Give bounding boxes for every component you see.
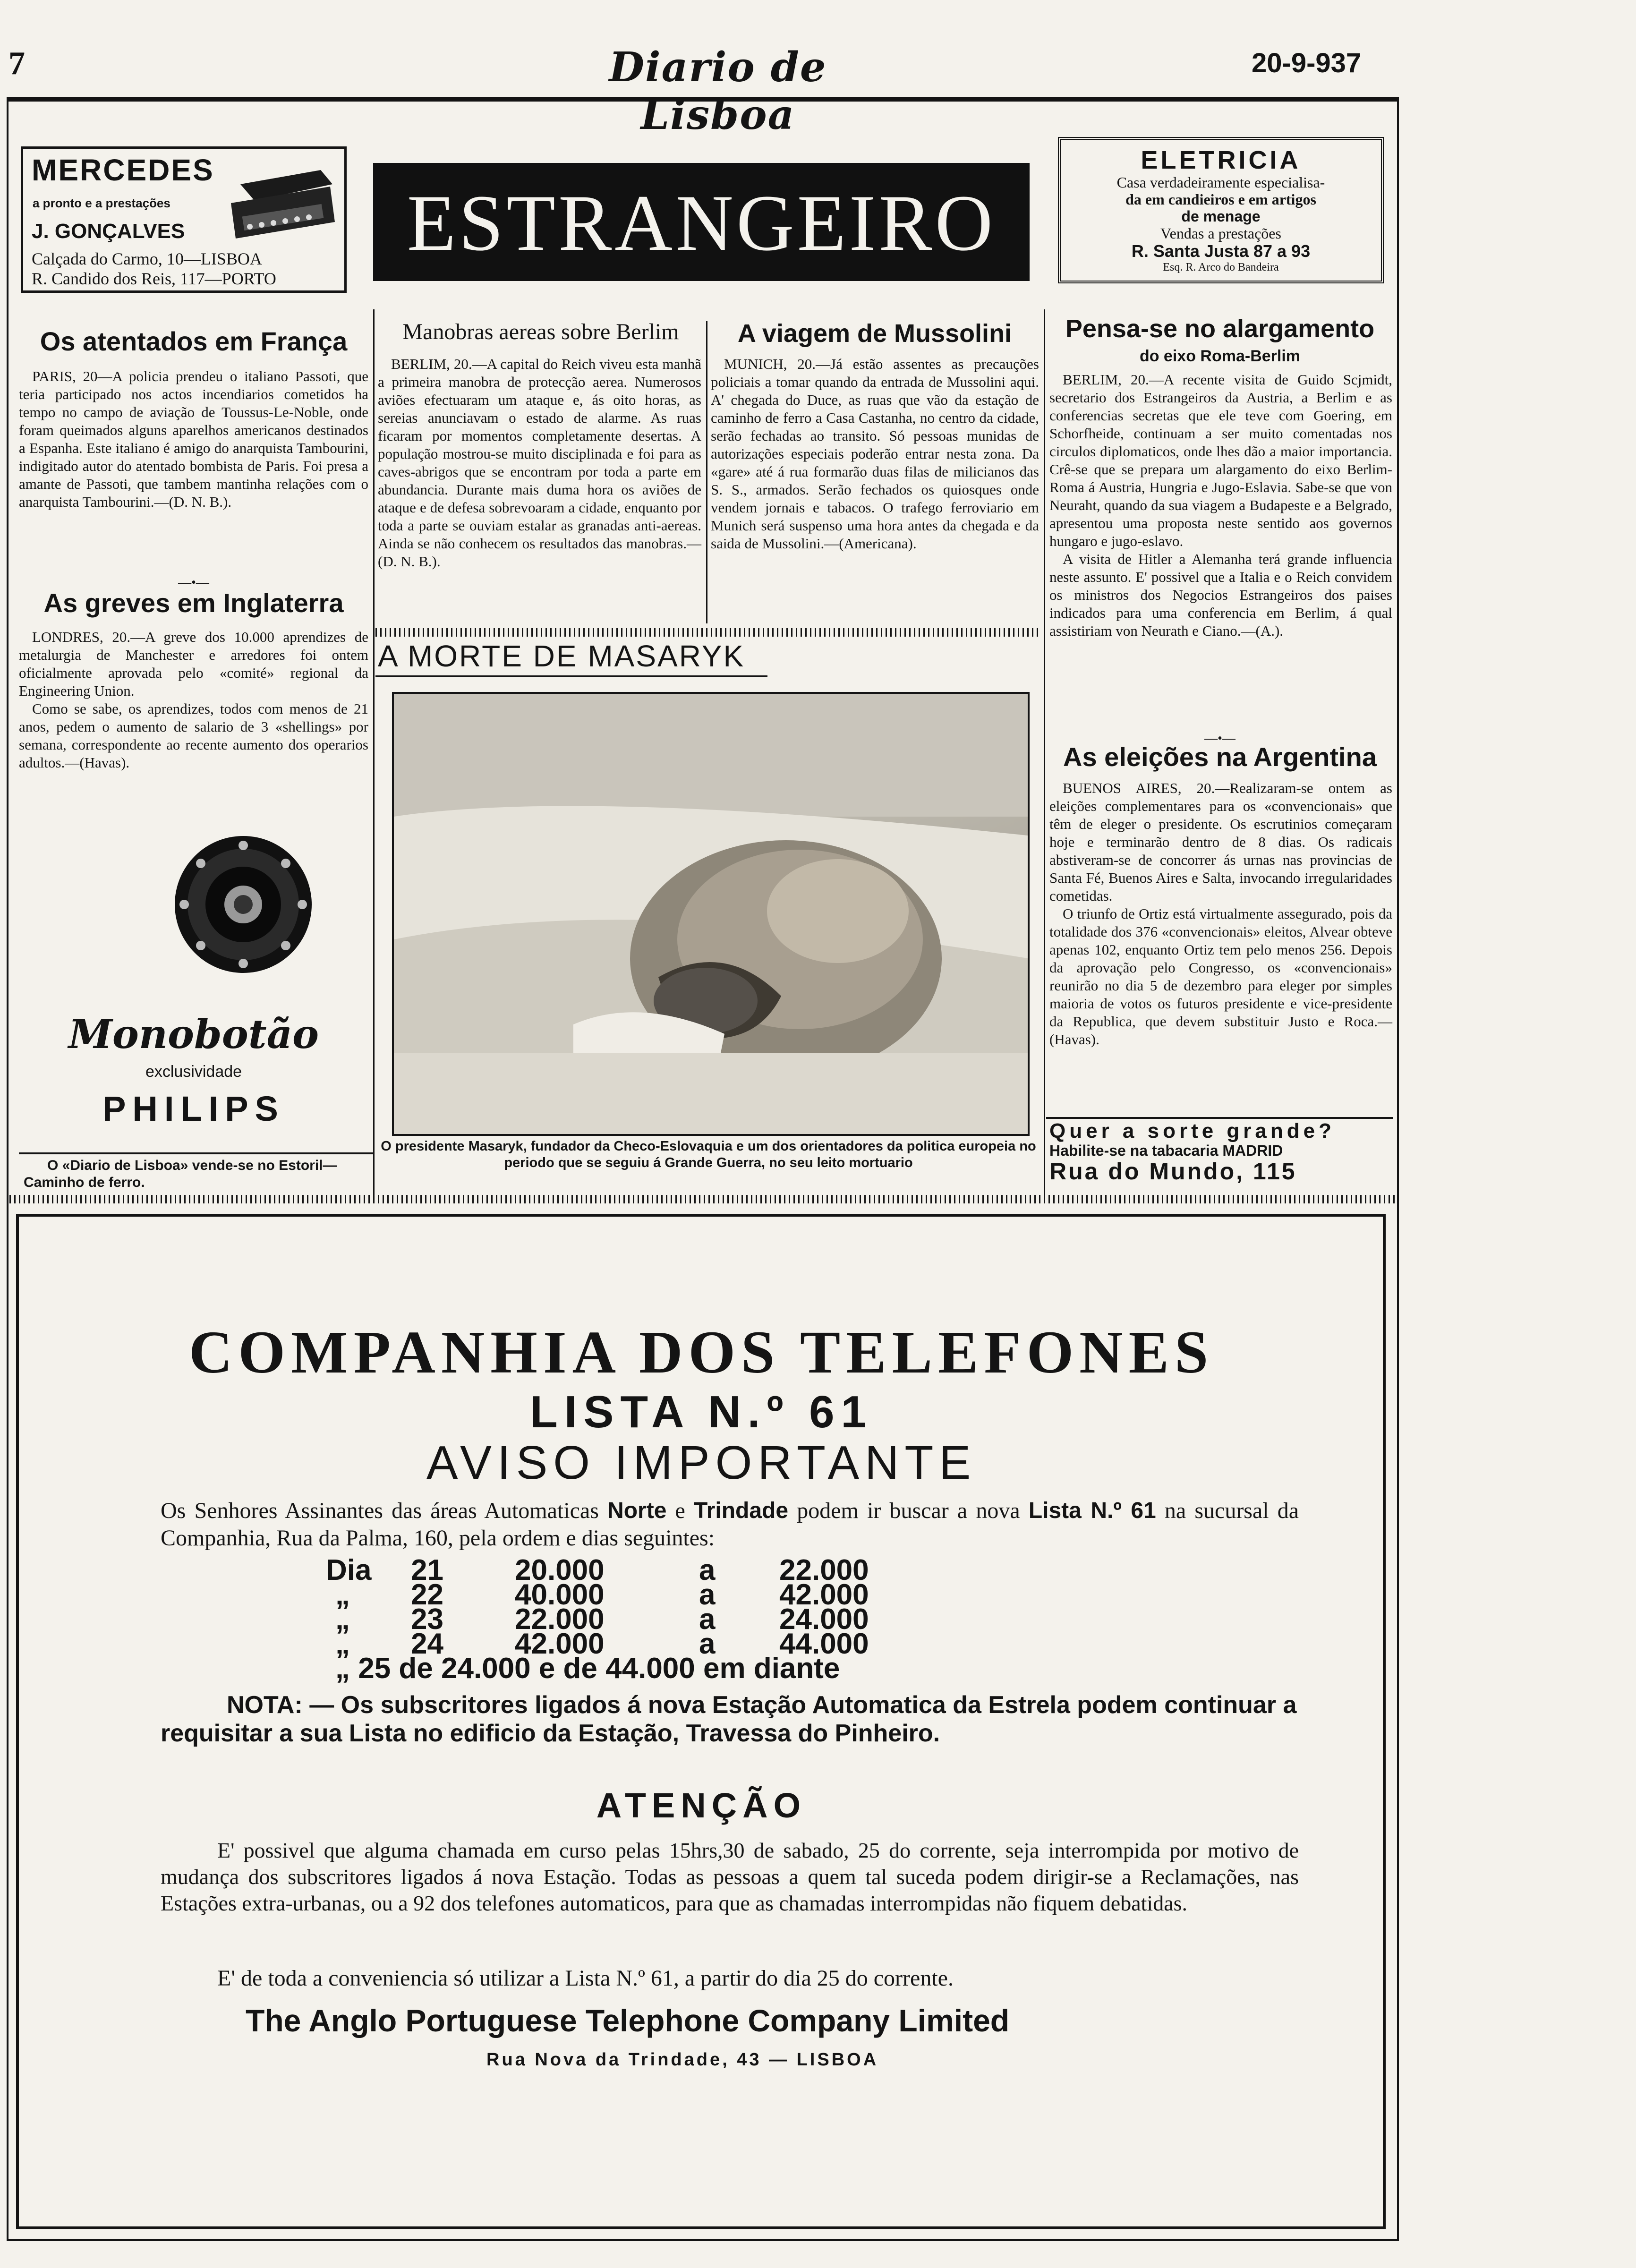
schedule-to: 44.000 [779, 1628, 869, 1660]
ad-madrid-line3: Rua do Mundo, 115 [1049, 1158, 1297, 1185]
ad-philips [19, 827, 368, 1143]
article-argentina-paragraph-2: O triunfo de Ortiz está virtualmente assegurado, pois da totalidade dos 376 «convencionais» eleitos, Alvear obteve apenas 102, enquanto Ortiz tem pelo menos 256. Depois da aprovação pelo Congresso, os «convencionais» reunirão no dia 5 de dezembro para eleger por simples maioria de votos os futuros presidente e vice-presidente da Republica, que devem substituir Justo e Roca.—(Havas). [1049, 905, 1392, 1048]
schedule-day-label: „ [335, 1578, 350, 1611]
ad-madrid-line2: Habilite-se na tabacaria MADRID [1049, 1142, 1283, 1159]
headline-mussolini: A viagem de Mussolini [737, 319, 1012, 348]
telefones-atencao-text: E' possivel que alguma chamada em curso pelas 15hrs,30 de sabado, 25 do corrente, seja interrompida por motivo de mudança dos subscritores ligados á nova Estação. Todas as pessoas a quem tal suceda podem dirigir-se a Reclamações, nas Estações extra-urbanas, ou a 92 dos telefones automaticos, para que as chamadas interrompidas não fiquem debatidas. [161, 1838, 1299, 1915]
telefones-schedule [326, 1554, 1223, 1685]
hatched-divider [9, 1195, 1396, 1203]
schedule-from: 40.000 [515, 1578, 605, 1611]
subheadline-roma-berlim: do eixo Roma-Berlim [1139, 347, 1301, 365]
ad-eletricia-line2: da em candieiros e em artigos [1125, 191, 1316, 208]
ad-madrid [1049, 1120, 1392, 1186]
column-rule [1044, 309, 1045, 1202]
telefones-signature: The Anglo Portuguese Telephone Company Limited [246, 2003, 1010, 2038]
article-roma-berlim-paragraph-2: A visita de Hitler a Alemanha terá grande influencia neste assunto. E' possivel que a Italia e o Reich convidem os ministros dos Negocios Estrangeiros dos paises indicados para uma conferencia em Berlim, á qual assistiriam von Neurath e Ciano.—(A.). [1049, 551, 1392, 639]
telefones-nota-label: NOTA: [227, 1691, 303, 1719]
telefones-area-norte: Norte [607, 1498, 667, 1523]
typewriter-illustration [222, 156, 340, 246]
page-number: 7 [9, 45, 25, 82]
article-inglaterra-text [19, 628, 368, 772]
issue-date: 20-9-937 [1252, 48, 1362, 78]
article-mussolini-paragraph: MUNICH, 20.—Já estão assentes as precauções policiais a tomar quando da entrada de Mussolini aqui. A' chegada do Duce, as ruas que vão da estação de caminho de ferro a Casa Castanha, no centro da cidade, serão fechadas ao transito. Só pessoas munidas de autorizações especiais poderão entrar nesta zona. Da «gare» até á rua formarão duas filas de milicianos das S. S., armados. Serão fechados os quiosques onde vendem jornais e tabacos. O trafego ferroviario em Munich será suspenso uma hora antes da chegada e da saida de Mussolini.—(Americana). [711, 356, 1039, 552]
separator: —•— [1204, 731, 1236, 746]
schedule-to: 42.000 [779, 1578, 869, 1611]
article-roma-berlim-paragraph-1: BERLIM, 20.—A recente visita de Guido Scjmidt, secretario dos Estrangeiros da Austria, a Berlim e as conferencias secretas que ele teve com Goering, em Schorfheide, continuam a ser muito comentadas nos circulos diplomaticos, onde lhes dão a maior importancia. Crê-se que se prepara um alargamento do eixo Berlim-Roma á Austria, Hungria e Jugo-Eslavia. Sabe-se que von Neuraht, quando da sua viagem a Budapeste e a Belgrado, apresentou uma proposta neste sentido aos governos hungaro e jugo-eslavo. [1049, 371, 1392, 549]
divider [375, 675, 767, 677]
schedule-sep: a [699, 1628, 716, 1660]
column-rule [706, 321, 707, 623]
article-argentina-paragraph-1: BUENOS AIRES, 20.—Realizaram-se ontem as eleições complementares para os «convencionais» que têm de eleger o presidente. Os escrutinios começaram hoje e terminarão dentro de 8 dias. Os radicais abstiveram-se de concorrer ás urnas nas provincias de Santa Fé, Buenos Aires e Salta, invocando irregularidades cometidas. [1049, 780, 1392, 904]
article-franca-text [19, 367, 368, 511]
headline-inglaterra: As greves em Inglaterra [43, 588, 344, 618]
divider [1046, 1117, 1393, 1119]
ad-mercedes [21, 146, 347, 293]
article-mussolini-text [711, 355, 1039, 553]
schedule-day: 21 [411, 1554, 443, 1586]
schedule-to: 24.000 [779, 1603, 869, 1636]
ad-eletricia-line1: Casa verdadeiramente especialisa- [1116, 174, 1325, 191]
schedule-day: 23 [411, 1603, 443, 1636]
portrait-image [394, 694, 1028, 1134]
ad-mercedes-address-1: Calçada do Carmo, 10—LISBOA [32, 249, 262, 268]
telefones-intro [161, 1497, 1299, 1552]
ad-madrid-line1: Quer a sorte grande? [1049, 1119, 1336, 1143]
section-banner [373, 163, 1030, 281]
telefones-intro-part: Os Senhores Assinantes das áreas Automaticas [161, 1498, 599, 1523]
notice-estoril: O «Diario de Lisboa» vende-se no Estoril—Caminho de ferro. [24, 1158, 337, 1190]
telefones-list-title: LISTA N.º 61 [530, 1387, 873, 1437]
article-roma-berlim-text [1049, 371, 1392, 640]
divider [19, 1152, 373, 1154]
ad-eletricia-line3: de menage [1181, 208, 1261, 225]
ad-mercedes-dealer: J. GONÇALVES [32, 220, 185, 243]
telefones-intro-part: e [675, 1498, 685, 1523]
newspaper-title: Diario de Lisboa [609, 43, 827, 139]
schedule-row [326, 1578, 1223, 1611]
article-inglaterra-paragraph-1: LONDRES, 20.—A greve dos 10.000 aprendizes de metalurgia de Manchester e arredores foi ontem oficialmente aprovada pelo «comité» regional da Engineering Union. [19, 629, 368, 699]
schedule-sep: a [699, 1578, 716, 1611]
ad-mercedes-address-2: R. Candido dos Reis, 117—PORTO [32, 269, 276, 288]
ad-philips-brand: PHILIPS [102, 1089, 285, 1128]
ad-eletricia-line6: Esq. R. Arco do Bandeira [1163, 261, 1279, 273]
telefones-company: COMPANHIA DOS TELEFONES [188, 1319, 1214, 1386]
ad-philips-product: Monobotão [68, 1011, 319, 1057]
ad-mercedes-brand: MERCEDES [32, 153, 214, 187]
article-argentina-text [1049, 779, 1392, 1049]
column-rule [373, 309, 375, 1202]
ad-mercedes-terms: a pronto e a prestações [33, 196, 170, 210]
masaryk-photo [392, 692, 1030, 1136]
telefones-nota [161, 1691, 1299, 1748]
telefones-area-trindade: Trindade [694, 1498, 789, 1523]
schedule-day-label: „ [335, 1628, 350, 1660]
schedule-row [326, 1554, 1223, 1586]
article-berlim-text [378, 355, 701, 571]
schedule-day-label: „ [335, 1603, 350, 1636]
headline-berlim: Manobras aereas sobre Berlim [402, 319, 679, 344]
masaryk-caption: O presidente Masaryk, fundador da Checo-Eslovaquia e um dos orientadores da politica europeia no periodo que se seguiu á Grande Guerra, no seu leito mortuario [381, 1139, 1036, 1170]
article-franca-paragraph: PARIS, 20—A policia prendeu o italiano Passoti, que teria participado nos actos incendiarios cometidos ha tempo no campo de aviação de Toussus-Le-Noble, onde foram queimados alguns aparelhos americanos destinados a Espanha. Este italiano é amigo do anarquista Tambourini, indigitado autor do atentado bombista de Paris. Foi presa a amante de Passoti, que tambem mantinha relações com o anarquista Tambourini.—(D. N. B.). [19, 368, 368, 510]
telefones-notice: AVISO IMPORTANTE [426, 1436, 977, 1489]
schedule-day-label: Dia [326, 1554, 372, 1586]
separator: —•— [178, 575, 209, 590]
schedule-day: 24 [411, 1628, 443, 1660]
ad-eletricia-line5: R. Santa Justa 87 a 93 [1131, 241, 1311, 261]
ad-eletricia [1058, 137, 1384, 283]
telefones-nota-text: — Os subscritores ligados á nova Estação Automatica da Estrela podem continuar a requisitar a sua Lista no edificio da Estação, Travessa do Pinheiro. [161, 1691, 1297, 1747]
headline-franca: Os atentados em França [40, 326, 348, 356]
telefones-intro-part: podem ir buscar a nova [797, 1498, 1020, 1523]
radio-knob-illustration [165, 827, 321, 982]
section-banner-label: ESTRANGEIRO [407, 179, 996, 267]
ad-philips-subtitle: exclusividade [145, 1063, 242, 1081]
ad-eletricia-title: ELETRICIA [1141, 146, 1301, 174]
schedule-from: 42.000 [515, 1628, 605, 1660]
telefones-conveniencia: E' de toda a conveniencia só utilizar a Lista N.º 61, a partir do dia 25 do corrente. [217, 1966, 954, 1991]
telefones-address: Rua Nova da Trindade, 43 — LISBOA [486, 2050, 879, 2070]
article-inglaterra-paragraph-2: Como se sabe, os aprendizes, todos com menos de 21 anos, pedem o aumento de salario de 3 «shellings» por semana, correspondente ao recente aumento dos operarios adultos.—(Havas). [19, 700, 368, 771]
schedule-day: 22 [411, 1578, 443, 1611]
schedule-row-last: „ 25 de 24.000 e de 44.000 em diante [335, 1652, 840, 1685]
schedule-from: 22.000 [515, 1603, 605, 1636]
schedule-row [326, 1603, 1223, 1636]
telefones-atencao: ATENÇÃO [596, 1786, 807, 1825]
headline-argentina: As eleições na Argentina [1063, 742, 1377, 772]
telefones-intro-lista: Lista N.º 61 [1028, 1498, 1156, 1523]
schedule-sep: a [699, 1603, 716, 1636]
headline-roma-berlim: Pensa-se no alargamento [1065, 315, 1375, 343]
article-berlim-paragraph: BERLIM, 20.—A capital do Reich viveu esta manhã a primeira manobra de protecção aerea. Numerosos aviões efectuaram um ataque e, ás oito horas, as sereias anunciavam o estado de alarme. As ruas ficaram por momentos completamente desertas. A população mostrou-se muito disciplinada e foi para as caves-abrigos que se encontram por toda a parte em abundancia. Durante mais duma hora os aviões de ataque e de defesa sobrevoaram a cidade, enquanto por toda a parte se ouviam estalar as granadas anti-aereas. Ainda se não conhecem os resultados das manobras.—(D. N. B.). [378, 356, 701, 570]
hatched-divider [375, 628, 1041, 637]
headline-masaryk: A MORTE DE MASARYK [378, 639, 745, 673]
schedule-sep: a [699, 1554, 716, 1586]
schedule-from: 20.000 [515, 1554, 605, 1586]
telefones-intro-part: na sucursal da Companhia, Rua da Palma, 160, pela ordem e dias seguintes: [161, 1498, 1299, 1551]
schedule-to: 22.000 [779, 1554, 869, 1586]
ad-eletricia-line4: Vendas a prestações [1160, 225, 1281, 242]
